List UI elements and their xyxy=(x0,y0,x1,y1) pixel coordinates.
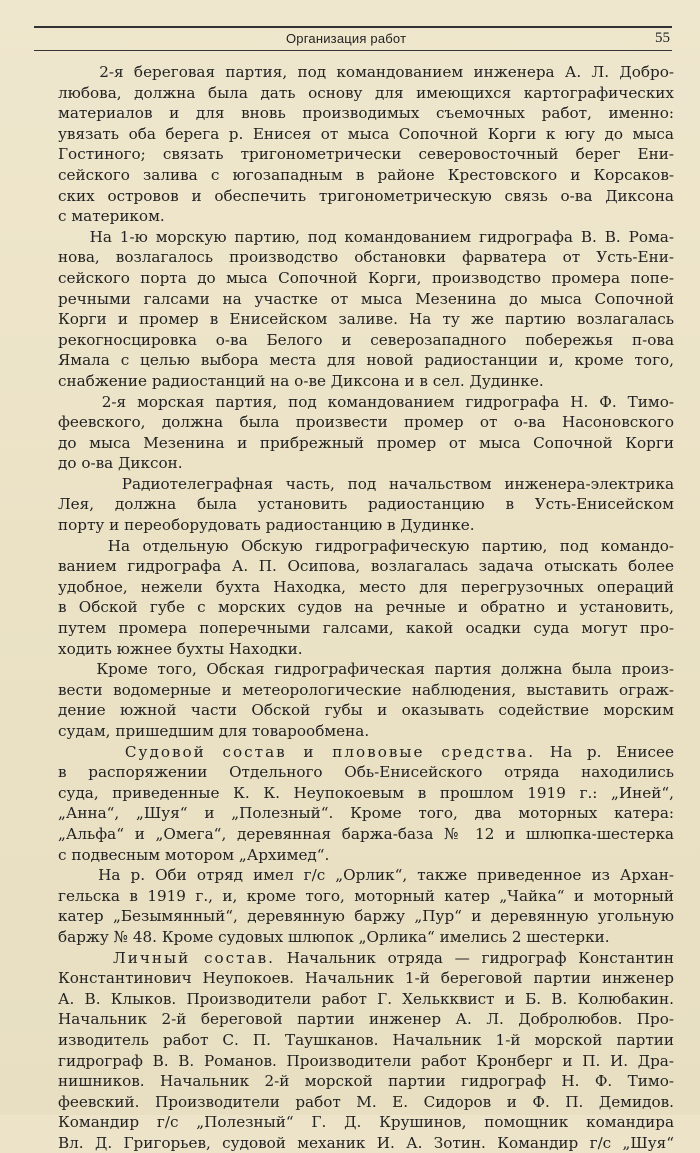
text-line: удобное, нежели бухта Находка, место для перегрузочных операций xyxy=(58,577,674,596)
text-line: увязать оба берега р. Енисея от мыса Сопочной Корги к югу до мыса xyxy=(58,124,674,143)
paragraph xyxy=(58,392,674,474)
text-line: изводитель работ С. П. Таушканов. Начальник 1-й морской партии xyxy=(58,1030,674,1049)
paragraph xyxy=(58,742,674,866)
page-number: 55 xyxy=(655,30,670,46)
text-line: катер „Безымянный“, деревянную баржу „Пур“ и деревянную угольную xyxy=(58,907,674,926)
text-line: Гостиного; связать тригонометрически северовосточный берег Ени- xyxy=(58,145,674,164)
text-line: Начальник 2-й береговой партии инженер А. Л. Добролюбов. Про- xyxy=(58,1010,674,1029)
text-line: „Анна“, „Шуя“ и „Полезный“. Кроме того, два моторных катера: xyxy=(58,804,674,823)
text-line: сейского залива с югозападным в районе Крестовского и Корсаков- xyxy=(58,165,674,184)
text-line: феевский. Производители работ М. Е. Сидоров и Ф. П. Демидов. xyxy=(58,1092,674,1111)
text-line: с подвесным мотором „Архимед“. xyxy=(58,845,330,864)
text-line: порту и переоборудовать радиостанцию в Дудинке. xyxy=(58,516,475,535)
text-line xyxy=(58,948,674,969)
text-line: Лея, должна была установить радиостанцию в Усть-Енисейском xyxy=(58,495,674,514)
text-line: нишников. Начальник 2-й морской партии гидрограф Н. Ф. Тимо- xyxy=(58,1072,674,1091)
text-line: Кроме того, Обская гидрографическая партия должна была произ- xyxy=(58,660,674,679)
text-line: гидрограф В. В. Романов. Производители работ Кронберг и П. И. Дра- xyxy=(58,1051,674,1070)
text-line: путем промера поперечными галсами, какой осадки суда могут про- xyxy=(58,619,674,638)
paragraph xyxy=(58,474,674,536)
text-line: Командир г/с „Полезный“ Г. Д. Крушинов, помощник командира xyxy=(58,1113,674,1132)
text-fragment: Начальник отряда — гидрограф Константин xyxy=(275,948,674,967)
paragraph xyxy=(58,62,674,227)
section-lead: Судовой состав и плововые средства. xyxy=(58,742,536,761)
text-line: материалов и для вновь производимых съемочных работ, именно: xyxy=(58,104,674,123)
text-line: в распоряжении Отдельного Обь-Енисейского отряда находились xyxy=(58,763,674,782)
text-line: до мыса Мезенина и прибрежный промер от мыса Сопочной Корги xyxy=(58,433,674,452)
text-line: ских островов и обеспечить тригонометрическую связь о-ва Диксона xyxy=(58,186,674,205)
text-line: рекогносцировка о-ва Белого и северозападного побережья п-ова xyxy=(58,330,674,349)
text-line: Корги и промер в Енисейском заливе. На ту же партию возлагалась xyxy=(58,310,674,329)
paragraph xyxy=(58,865,674,947)
text-body xyxy=(58,62,674,1152)
text-line: в Обской губе с морских судов на речные и обратно и установить, xyxy=(58,598,674,617)
text-line: На отдельную Обскую гидрографическую партию, под командо- xyxy=(58,536,674,555)
text-line: Ямала с целью выбора места для новой радиостанции и, кроме того, xyxy=(58,351,674,370)
running-header xyxy=(34,26,672,51)
text-line: любова, должна была дать основу для имеющихся картографических xyxy=(58,83,674,102)
text-line: снабжение радиостанций на о-ве Диксона и в сел. Дудинке. xyxy=(58,371,544,390)
section-lead: Личный состав. xyxy=(58,948,275,967)
paragraph xyxy=(58,948,674,1153)
text-line: речными галсами на участке от мыса Мезенина до мыса Сопочной xyxy=(58,289,674,308)
text-line: нова, возлагалось производство обстановки фарватера от Усть-Ени- xyxy=(58,248,674,267)
text-line: ванием гидрографа А. П. Осипова, возлагалась задача отыскать более xyxy=(58,557,674,576)
running-title: Организация работ xyxy=(286,31,407,46)
text-line: Радиотелеграфная часть, под начальством инженера-электрика xyxy=(58,474,674,493)
text-line: гельска в 1919 г., и, кроме того, моторный катер „Чайка“ и моторный xyxy=(58,886,674,905)
text-line: Константинович Неупокоев. Начальник 1-й береговой партии инженер xyxy=(58,969,674,988)
text-line: сейского порта до мыса Сопочной Корги, производство промера попе- xyxy=(58,268,674,287)
text-line: с материком. xyxy=(58,207,165,226)
text-line: баржу № 48. Кроме судовых шлюпок „Орлика“ имелись 2 шестерки. xyxy=(58,927,610,946)
text-line: до о-ва Диксон. xyxy=(58,454,183,473)
text-line: ходить южнее бухты Находки. xyxy=(58,639,303,658)
text-fragment: На р. Енисее xyxy=(535,742,674,761)
text-line: судам, пришедшим для товарообмена. xyxy=(58,722,370,740)
text-line: Вл. Д. Григорьев, судовой механик И. А. Зотин. Командир г/с „Шуя“ xyxy=(58,1133,674,1152)
paragraph xyxy=(58,536,674,660)
text-line xyxy=(58,742,674,763)
paragraph xyxy=(58,227,674,392)
text-line: феевского, должна была произвести промер от о-ва Насоновского xyxy=(58,413,674,432)
text-line: 2-я морская партия, под командованием гидрографа Н. Ф. Тимо- xyxy=(58,392,674,411)
text-line: дение южной части Обской губы и оказывать содействие морским xyxy=(58,701,674,720)
paragraph xyxy=(58,659,674,741)
text-line: На р. Оби отряд имел г/с „Орлик“, также приведенное из Архан- xyxy=(58,866,674,885)
text-line: суда, приведенные К. К. Неупокоевым в прошлом 1919 г.: „Иней“, xyxy=(58,783,674,802)
text-line: „Альфа“ и „Омега“, деревянная баржа-база № 12 и шлюпка-шестерка xyxy=(58,824,674,843)
text-line: вести водомерные и метеорологические наблюдения, выставить ограж- xyxy=(58,680,674,699)
text-line: А. В. Клыков. Производители работ Г. Хелькквист и Б. В. Колюбакин. xyxy=(58,989,674,1008)
text-line: На 1-ю морскую партию, под командованием гидрографа В. В. Рома- xyxy=(58,227,674,246)
text-line: 2-я береговая партия, под командованием инженера А. Л. Добро- xyxy=(58,63,674,81)
